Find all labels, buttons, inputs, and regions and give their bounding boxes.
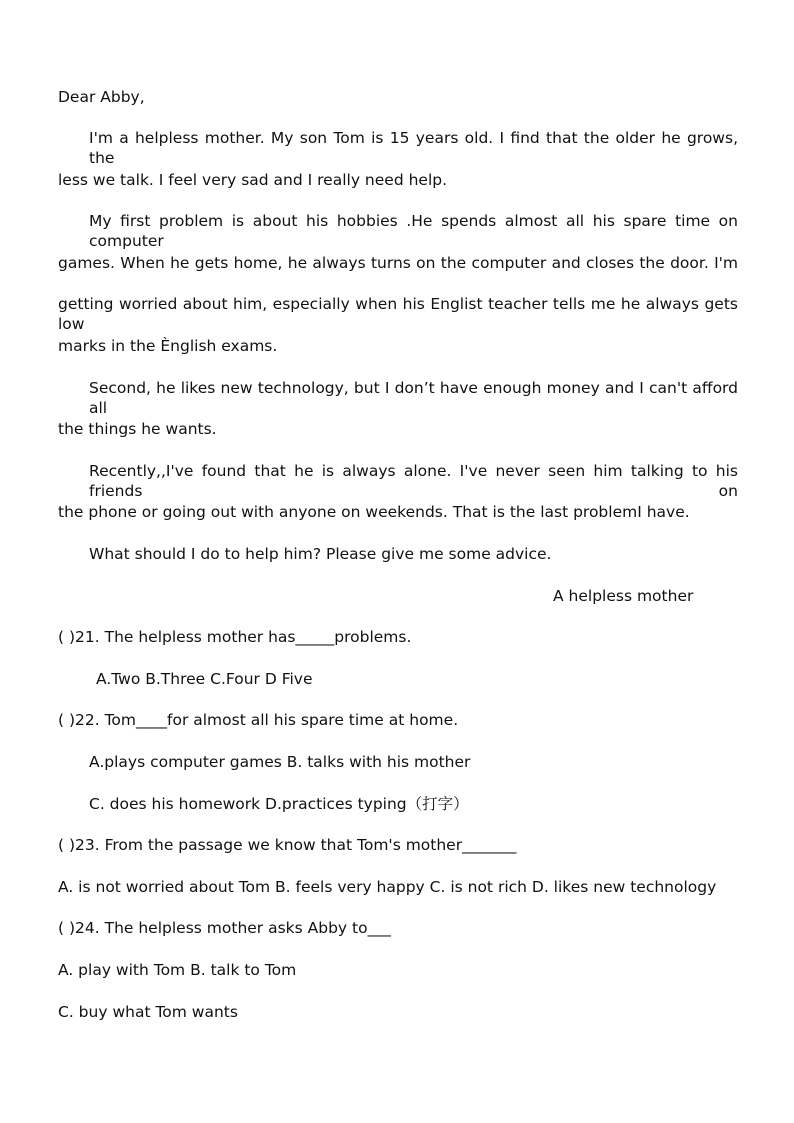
question-24-options: C. buy what Tom wants — [58, 1003, 238, 1021]
letter-line: Second, he likes new technology, but I don’t have enough money and I can't afford all — [89, 379, 738, 417]
letter-line: What should I do to help him? Please give me some advice. — [89, 545, 552, 563]
question-23-stem: ( )23. From the passage we know that Tom's mother_______ — [58, 836, 517, 854]
letter-signature: A helpless mother — [553, 587, 694, 605]
letter-line: Recently,,I've found that he is always alone. I've never seen him talking to his friends on — [89, 462, 738, 500]
letter-line: games. When he gets home, he always turns on the computer and closes the door. I'm — [58, 254, 738, 272]
letter-line: I'm a helpless mother. My son Tom is 15 years old. I find that the older he grows, the — [89, 129, 738, 167]
question-23-options: A. is not worried about Tom B. feels very happy C. is not rich D. likes new technology — [58, 878, 717, 896]
letter-line: marks in the Ènglish exams. — [58, 337, 278, 355]
letter-line: the phone or going out with anyone on weekends. That is the last problemI have. — [58, 503, 690, 521]
letter-line: My first problem is about his hobbies .He spends almost all his spare time on computer — [89, 212, 738, 250]
letter-greeting: Dear Abby, — [58, 88, 145, 106]
question-22-options: C. does his homework D.practices typing（打字） — [89, 795, 469, 813]
question-22-options: A.plays computer games B. talks with his mother — [89, 753, 471, 771]
letter-line: the things he wants. — [58, 420, 217, 438]
letter-line: getting worried about him, especially when his Englist teacher tells me he always gets low — [58, 295, 738, 333]
question-24-options: A. play with Tom B. talk to Tom — [58, 961, 297, 979]
letter-line: less we talk. I feel very sad and I really need help. — [58, 171, 448, 189]
question-21-stem: ( )21. The helpless mother has_____problems. — [58, 628, 412, 646]
question-22-stem: ( )22. Tom____for almost all his spare time at home. — [58, 711, 459, 729]
question-24-stem: ( )24. The helpless mother asks Abby to___ — [58, 919, 391, 937]
question-21-options: A.Two B.Three C.Four D Five — [96, 670, 313, 688]
